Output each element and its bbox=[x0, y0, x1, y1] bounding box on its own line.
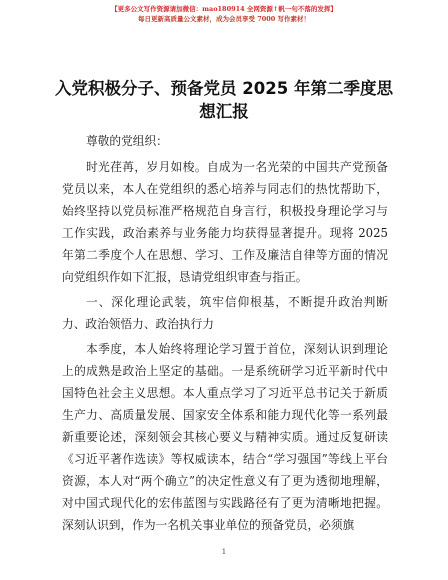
salutation: 尊敬的党组织： bbox=[86, 134, 168, 148]
promo-line-1: 【更多公文写作资源请加微信：mao180914 全网资源↑帆一句不落的发挥】 bbox=[111, 5, 337, 13]
section-1-paragraph: 本季度，本人始终将理论学习置于首位，深刻认识到理论上的成熟是政治上坚定的基础。一是系统研学习近平新时代中国特色社会主义思想。本人重点学习了习近平总书记关于新质生产力、高质量发展、国家安全体系和能力现代化等一系列最新重要论述，深刻领会其核心要义与精神实质。通过反复研读《习近平著作选读》等权威读本，结合“学习强国”等线上平台资源，本人对“两个确立”的决定性意义有了更为透彻地理解，对中国式现代化的宏伟蓝图与实践路径有了更为清晰地把握。深刻认识到，作为一名机关事业单位的预备党员，必须旗 bbox=[62, 342, 388, 532]
intro-paragraph: 时光荏苒，岁月如梭。自成为一名光荣的中国共产党预备党员以来，本人在党组织的悉心培养与同志们的热忱帮助下，始终坚持以党员标准严格规范自身言行，积极投身理论学习与工作实践，政治素养与业务能力均获得显著提升。现将 2025 年第二季度个人在思想、学习、工作及廉洁自律等方面的情况向党组织作如下汇报，恳请党组织审查与指正。 bbox=[62, 160, 388, 284]
promo-line-2: 每日更新高质量公文素材，成为会员享受 7000 写作素材！ bbox=[137, 15, 311, 23]
section-1-heading: 一、深化理论武装，筑牢信仰根基，不断提升政治判断力、政治领悟力、政治执行力 bbox=[62, 295, 388, 331]
document-body bbox=[62, 130, 388, 539]
page-number: 1 bbox=[221, 548, 227, 556]
promo-banner bbox=[0, 4, 448, 24]
document-title: 入党积极分子、预备党员 2025 年第二季度思想汇报 bbox=[55, 79, 393, 121]
